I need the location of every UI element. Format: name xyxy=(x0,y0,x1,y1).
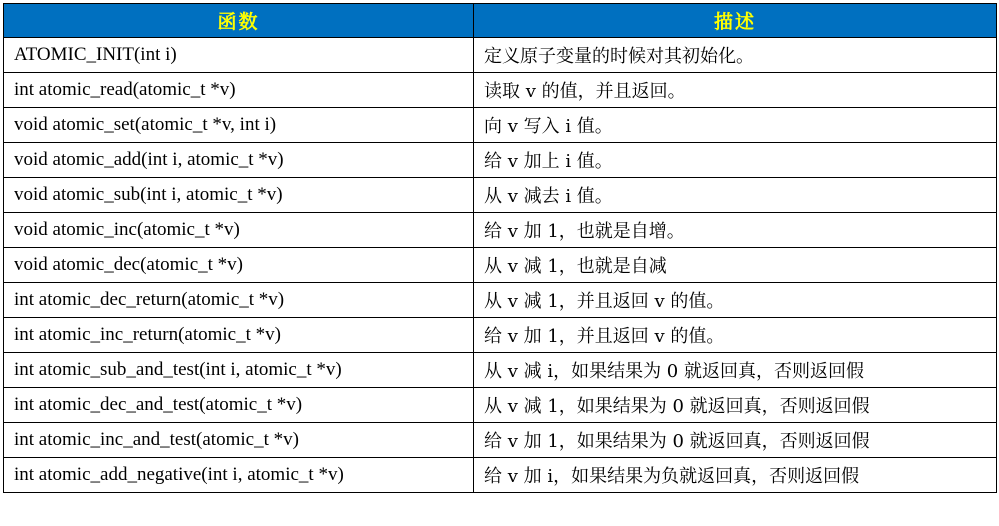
table-row xyxy=(4,283,997,318)
table-row xyxy=(4,318,997,353)
description-cell: 给 v 加上 i 值。 xyxy=(474,143,997,178)
function-cell: ATOMIC_INIT(int i) xyxy=(4,38,474,73)
table-row xyxy=(4,143,997,178)
header-function: 函数 xyxy=(4,4,474,38)
function-cell: int atomic_inc_and_test(atomic_t *v) xyxy=(4,423,474,458)
function-cell: int atomic_read(atomic_t *v) xyxy=(4,73,474,108)
table-row xyxy=(4,458,997,493)
function-cell: int atomic_dec_return(atomic_t *v) xyxy=(4,283,474,318)
function-cell: void atomic_inc(atomic_t *v) xyxy=(4,213,474,248)
atomic-api-table xyxy=(3,3,997,493)
description-cell: 从 v 减 1，如果结果为 0 就返回真，否则返回假 xyxy=(474,388,997,423)
table-row xyxy=(4,108,997,143)
function-cell: void atomic_sub(int i, atomic_t *v) xyxy=(4,178,474,213)
header-description: 描述 xyxy=(474,4,997,38)
description-cell: 给 v 加 1，也就是自增。 xyxy=(474,213,997,248)
description-cell: 读取 v 的值，并且返回。 xyxy=(474,73,997,108)
table-row xyxy=(4,388,997,423)
function-cell: void atomic_dec(atomic_t *v) xyxy=(4,248,474,283)
description-cell: 给 v 加 1，如果结果为 0 就返回真，否则返回假 xyxy=(474,423,997,458)
description-cell: 从 v 减去 i 值。 xyxy=(474,178,997,213)
function-cell: void atomic_set(atomic_t *v, int i) xyxy=(4,108,474,143)
header-row xyxy=(4,4,997,38)
table-row xyxy=(4,423,997,458)
table-header xyxy=(4,4,997,38)
description-cell: 给 v 加 i，如果结果为负就返回真，否则返回假 xyxy=(474,458,997,493)
description-cell: 定义原子变量的时候对其初始化。 xyxy=(474,38,997,73)
table-row xyxy=(4,38,997,73)
table-body xyxy=(4,38,997,493)
function-cell: void atomic_add(int i, atomic_t *v) xyxy=(4,143,474,178)
function-cell: int atomic_add_negative(int i, atomic_t *v) xyxy=(4,458,474,493)
table-row xyxy=(4,248,997,283)
table-row xyxy=(4,178,997,213)
table-row xyxy=(4,213,997,248)
description-cell: 从 v 减 1，并且返回 v 的值。 xyxy=(474,283,997,318)
function-cell: int atomic_inc_return(atomic_t *v) xyxy=(4,318,474,353)
description-cell: 从 v 减 i，如果结果为 0 就返回真，否则返回假 xyxy=(474,353,997,388)
function-cell: int atomic_dec_and_test(atomic_t *v) xyxy=(4,388,474,423)
table-row xyxy=(4,73,997,108)
description-cell: 给 v 加 1，并且返回 v 的值。 xyxy=(474,318,997,353)
table-row xyxy=(4,353,997,388)
description-cell: 向 v 写入 i 值。 xyxy=(474,108,997,143)
description-cell: 从 v 减 1，也就是自减 xyxy=(474,248,997,283)
function-cell: int atomic_sub_and_test(int i, atomic_t *v) xyxy=(4,353,474,388)
